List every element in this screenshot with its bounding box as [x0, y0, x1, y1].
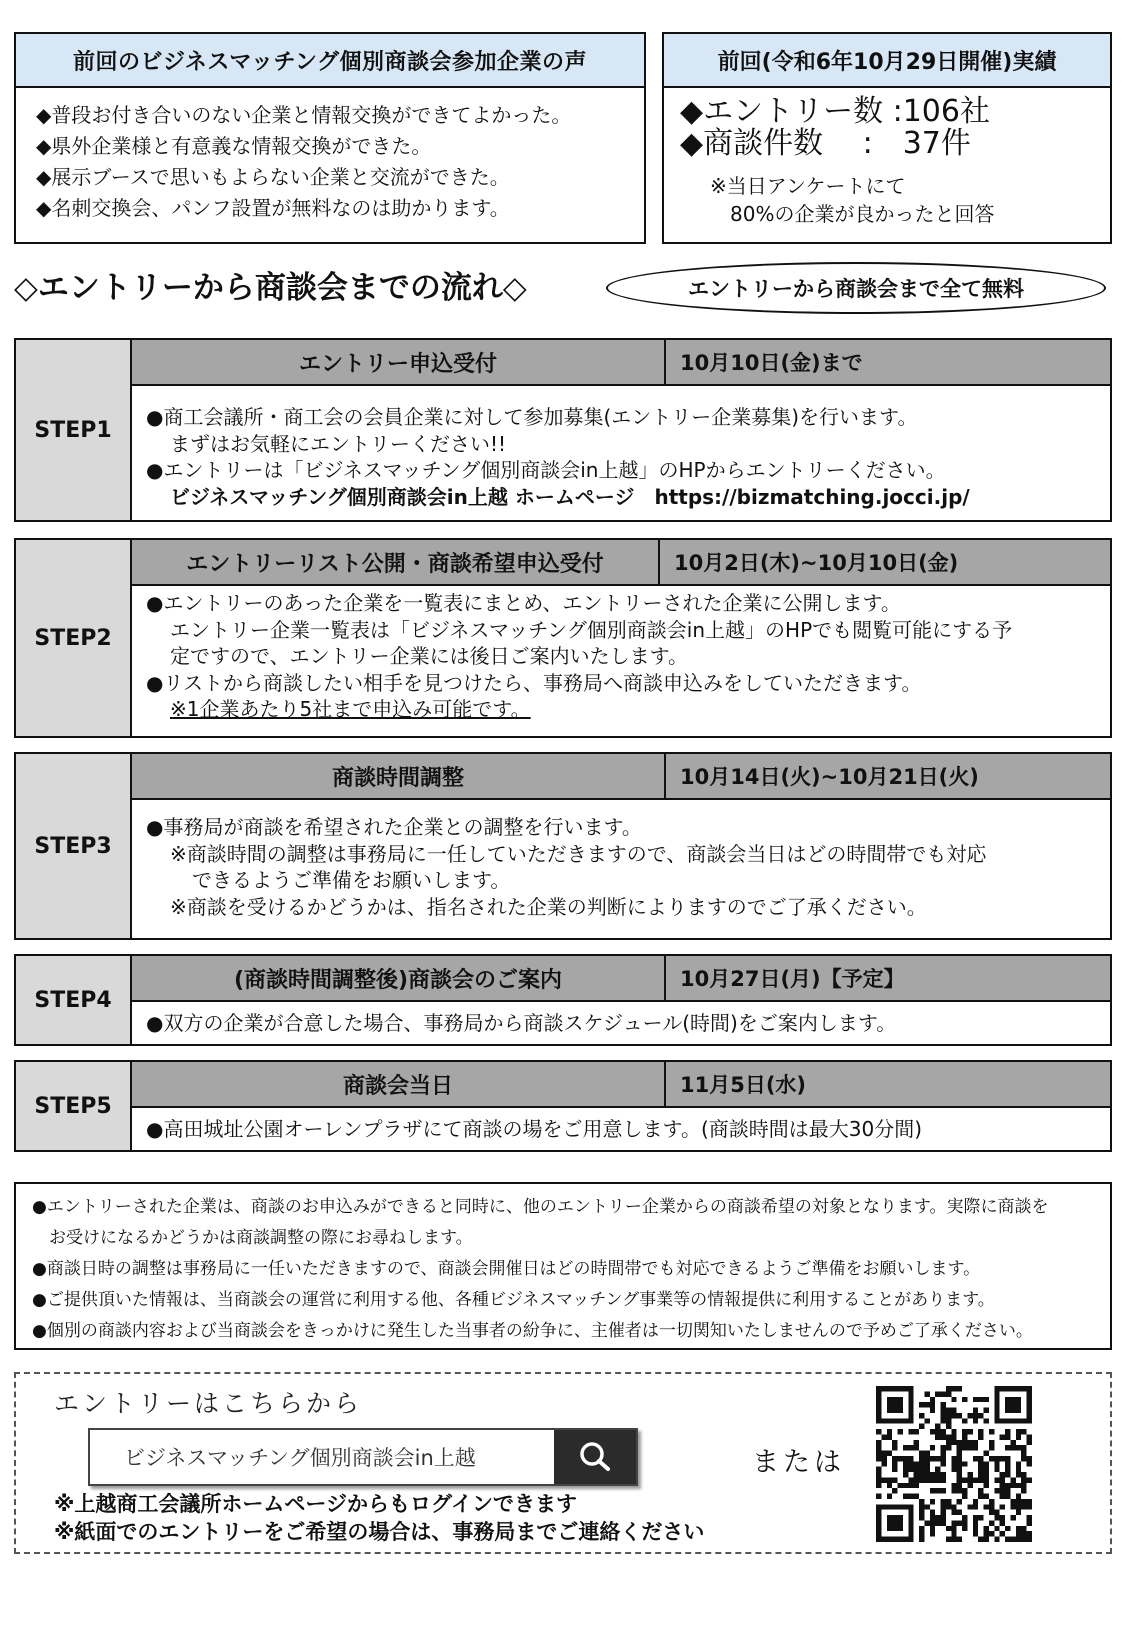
voices-title: 前回のビジネスマッチング個別商談会参加企業の声 — [16, 34, 644, 88]
step-3 — [14, 752, 1112, 940]
step-line: ●事務局が商談を希望された企業との調整を行います。 — [146, 815, 642, 839]
step-label: STEP4 — [16, 956, 132, 1044]
step-date: 10月27日(月)【予定】 — [680, 967, 905, 991]
homepage-link[interactable]: ビジネスマッチング個別商談会in上越 ホームページ https://bizmatching.jocci.jp/ — [170, 484, 970, 509]
step-5 — [14, 1060, 1112, 1152]
step-line: 定ですので、エントリー企業には後日ご案内いたします。 — [170, 644, 688, 668]
voice-item: ◆名刺交換会、パンフ設置が無料なのは助かります。 — [36, 196, 510, 220]
note-line: ●商談日時の調整は事務局に一任いただきますので、商談会開催日はどの時間帯でも対応できるようご準備をお願いします。 — [32, 1259, 981, 1279]
entry-section — [14, 1372, 1112, 1554]
results-title: 前回(令和6年10月29日開催)実績 — [664, 34, 1110, 88]
step-title: 商談時間調整 — [132, 754, 666, 798]
entry-notes — [54, 1490, 704, 1546]
note-line: ●エントリーされた企業は、商談のお申込みができると同時に、他のエントリー企業からの商談希望の対象となります。実際に商談を — [32, 1197, 1049, 1217]
previous-results-box — [662, 32, 1112, 244]
voice-item: ◆展示ブースで思いもよらない企業と交流ができた。 — [36, 165, 510, 189]
step-line: エントリー企業一覧表は「ビジネスマッチング個別商談会in上越」のHPでも閲覧可能にする予 — [170, 617, 1013, 642]
participant-voices-box — [14, 32, 646, 244]
step-line: まずはお気軽にエントリーください!! — [170, 431, 507, 456]
note-line: ●個別の商談内容および当商談会をきっかけに発生した当事者の紛争に、主催者は一切関知いたしませんので予めご了承ください。 — [32, 1321, 1033, 1341]
step-line: ※商談時間の調整は事務局に一任していただきますので、商談会当日はどの時間帯でも対応 — [170, 841, 987, 866]
step-date: 10月14日(火)~10月21日(火) — [680, 765, 979, 789]
step-title: エントリー申込受付 — [132, 340, 666, 384]
step-date: 10月2日(木)~10月10日(金) — [674, 551, 959, 575]
voice-item: ◆県外企業様と有意義な情報交換ができた。 — [36, 134, 432, 158]
voices-list — [16, 88, 644, 224]
or-text: または — [752, 1447, 845, 1478]
qr-code[interactable] — [876, 1386, 1032, 1542]
step-line: ●双方の企業が合意した場合、事務局から商談スケジュール(時間)をご案内します。 — [146, 1011, 897, 1035]
voice-item: ◆普段お付き合いのない企業と情報交換ができてよかった。 — [36, 103, 572, 127]
entry-note: ※上越商工会議所ホームページからもログインできます — [54, 1492, 577, 1516]
step-4 — [14, 954, 1112, 1046]
step-label: STEP5 — [16, 1062, 132, 1150]
notes-box — [14, 1182, 1112, 1350]
search-icon — [573, 1437, 617, 1477]
note-line: お受けになるかどうかは商談調整の際にお尋ねします。 — [32, 1228, 473, 1248]
step-line: ●商工会議所・商工会の会員企業に対して参加募集(エントリー企業募集)を行います。 — [146, 405, 918, 429]
free-badge: エントリーから商談会まで全て無料 — [606, 262, 1106, 314]
step-2 — [14, 538, 1112, 738]
search-input[interactable]: ビジネスマッチング個別商談会in上越 — [124, 1446, 476, 1470]
step-line: ●エントリーは「ビジネスマッチング個別商談会in上越」のHPからエントリーください。 — [146, 458, 946, 482]
entry-title: エントリーはこちらから — [54, 1389, 363, 1418]
flow-title: ◇エントリーから商談会までの流れ◇ — [14, 270, 527, 306]
step-label: STEP3 — [16, 754, 132, 938]
step-line: ※1企業あたり5社まで申込み可能です。 — [170, 697, 531, 721]
search-button[interactable] — [554, 1430, 636, 1484]
entries-count: ◆エントリー数 :106社 — [680, 94, 990, 129]
search-box[interactable] — [88, 1428, 638, 1486]
meetings-count: ◆商談件数 : 37件 — [680, 126, 971, 161]
step-title: 商談会当日 — [132, 1062, 666, 1106]
note-line: ●ご提供頂いた情報は、当商談会の運営に利用する他、各種ビジネスマッチング事業等の情報提供に利用することがあります。 — [32, 1290, 995, 1310]
survey-note: ※当日アンケートにて 80%の企業が良かったと回答 — [710, 174, 995, 226]
step-line: ※商談を受けるかどうかは、指名された企業の判断によりますのでご了承ください。 — [170, 894, 927, 919]
step-title: (商談時間調整後)商談会のご案内 — [132, 956, 666, 1000]
entry-note: ※紙面でのエントリーをご希望の場合は、事務局までご連絡ください — [54, 1520, 705, 1544]
step-line: ●エントリーのあった企業を一覧表にまとめ、エントリーされた企業に公開します。 — [146, 591, 901, 615]
step-date: 10月10日(金)まで — [680, 351, 863, 375]
step-date: 11月5日(水) — [680, 1073, 807, 1097]
step-label: STEP2 — [16, 540, 132, 736]
step-line: ●高田城址公園オーレンプラザにて商談の場をご用意します。(商談時間は最大30分間) — [146, 1117, 923, 1141]
step-1 — [14, 338, 1112, 522]
step-line: ●リストから商談したい相手を見つけたら、事務局へ商談申込みをしていただきます。 — [146, 670, 922, 695]
step-line: できるようご準備をお願いします。 — [192, 868, 511, 892]
step-label: STEP1 — [16, 340, 132, 520]
step-title: エントリーリスト公開・商談希望申込受付 — [132, 540, 660, 584]
